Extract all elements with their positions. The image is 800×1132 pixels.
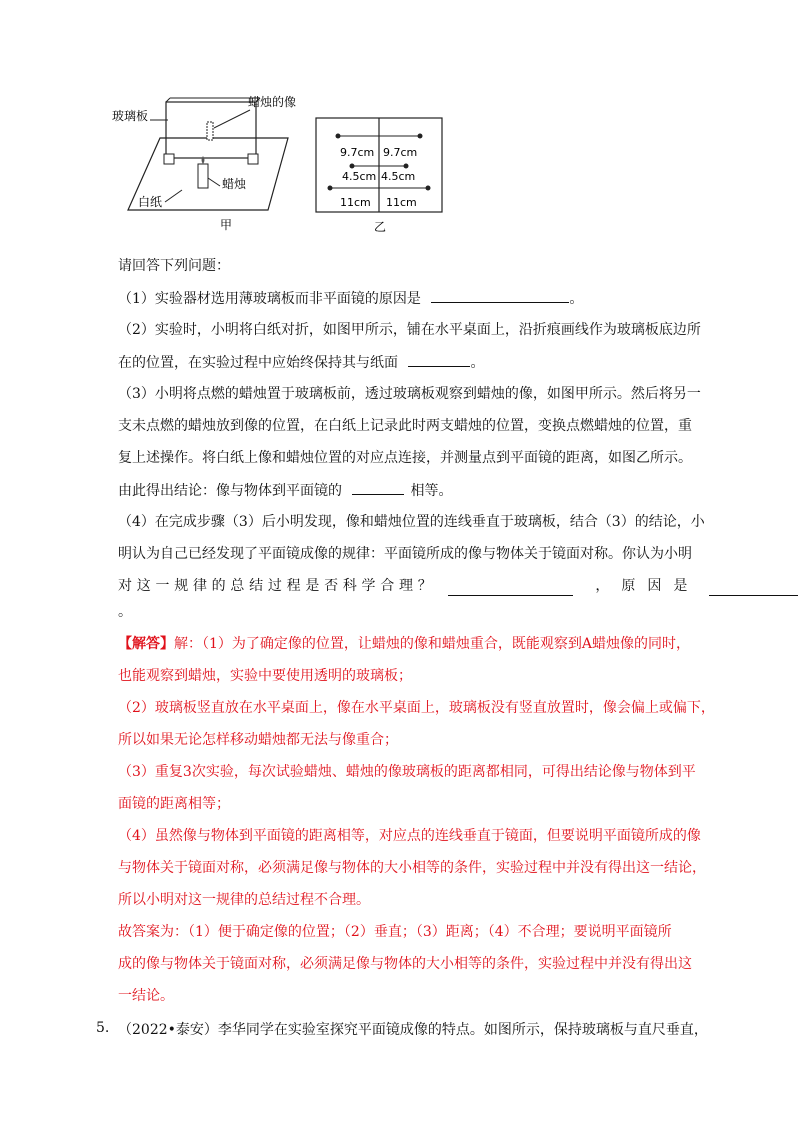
answer-blank[interactable] [709, 581, 798, 596]
q3-line4a: 由此得出结论：像与物体到平面镜的 [118, 483, 342, 499]
q4-line3-char: 这 [136, 578, 151, 594]
q4-line2: 明认为自己已经发现了平面镜成像的规律：平面镜所成的像与物体关于镜面对称。你认为小明 [118, 546, 692, 562]
answer-blank[interactable] [448, 581, 574, 596]
answer-line-1 [118, 634, 690, 654]
figure-yi-caption: 乙 [374, 220, 387, 234]
q3-line3: 复上述操作。将白纸上像和蜡烛位置的对应点连接，并测量点到平面镜的距离，如图乙所示。 [118, 450, 692, 466]
q4-line3-char: 科 [342, 578, 357, 594]
answer-a3-line1: （3）重复3次实验，每次试验蜡烛、蜡烛的像玻璃板的距离都相同，可得出结论像与物体到平 [118, 764, 696, 780]
q4-line3-char: 学 [361, 578, 376, 594]
q4-line3-char: 否 [324, 578, 339, 594]
figure-jia [110, 90, 297, 235]
answer-a4-line1: （4）虽然像与物体到平面镜的距离相等，对应点的连线垂直于镜面，但要说明平面镜所成的像 [118, 828, 701, 844]
q1-text: （1）实验器材选用薄玻璃板而非平面镜的原因是 [118, 291, 421, 307]
final-answer-line3: 一结论。 [118, 988, 174, 1004]
answer-blank[interactable] [408, 352, 470, 367]
answer-a4-line2: 与物体关于镜面对称，必须满足像与物体的大小相等的条件，实验过程中并没有得出这一结论， [118, 860, 706, 876]
q4-line3-char: ？ [417, 578, 432, 594]
dist-label: 4.5cm [342, 170, 377, 183]
figure-jia-caption: 甲 [220, 218, 233, 232]
answer-tag: 【解答】 [118, 636, 174, 652]
final-answer-line2: 成的像与物体关于镜面对称，必须满足像与物体的大小相等的条件，实验过程中并没有得出这 [118, 956, 692, 972]
answer-blank[interactable] [431, 288, 569, 303]
glass-label: 玻璃板 [112, 109, 149, 123]
q4-line3-char: 结 [249, 578, 264, 594]
q4-line3-text [118, 576, 432, 596]
q3-line1: （3）小明将点燃的蜡烛置于玻璃板前，透过玻璃板观察到蜡烛的像，如图甲所示。然后将另一 [118, 386, 701, 402]
q2-line1: （2）实验时，小明将白纸对折，如图甲所示，铺在水平桌面上，沿折痕画线作为玻璃板底边所 [118, 322, 701, 338]
q4-line3-char: 合 [380, 578, 395, 594]
candle-label: 蜡烛 [222, 177, 247, 191]
q3-line2: 支未点燃的蜡烛放到像的位置，在白纸上记录此时两支蜡烛的位置，变换点燃蜡烛的位置，重 [118, 418, 692, 434]
q2-end: 。 [470, 355, 485, 371]
q4-line3-char: 一 [155, 578, 170, 594]
figure-yi [312, 112, 447, 237]
q4-line3-mid: ，原因是 [595, 578, 700, 594]
q2-line2: 在的位置，在实验过程中应始终保持其与纸面 [118, 355, 398, 371]
question-5-number: 5. [96, 1020, 110, 1036]
q4-line3-char: 总 [230, 578, 245, 594]
q3-line4b: 相等。 [410, 483, 453, 499]
q4-end: 。 [118, 604, 132, 620]
answer-a1-line1: 解：（1）为了确定像的位置，让蜡烛的像和蜡烛重合，既能观察到A蜡烛像的同时， [174, 636, 691, 652]
q1-end: 。 [569, 291, 584, 307]
dist-label: 9.7cm [383, 146, 418, 159]
answer-blank[interactable] [352, 480, 404, 495]
q4-line3-char: 规 [174, 578, 189, 594]
dist-label: 9.7cm [340, 146, 375, 159]
paper-label: 白纸 [138, 195, 163, 209]
dist-label: 11cm [386, 196, 417, 209]
image-label: 蜡烛的像 [248, 95, 297, 109]
answer-a2-line1: （2）玻璃板竖直放在水平桌面上，像在水平桌面上，玻璃板没有竖直放置时，像会偏上或偏下， [118, 700, 715, 716]
q4-line1: （4）在完成步骤（3）后小明发现，像和蜡烛位置的连线垂直于玻璃板，结合（3）的结论，小 [118, 514, 705, 530]
candle-image [207, 122, 213, 140]
q4-line3-char: 律 [192, 578, 207, 594]
dist-label: 11cm [340, 196, 371, 209]
answer-a2-line2: 所以如果无论怎样移动蜡烛都无法与像重合； [118, 732, 398, 748]
q4-line3-char: 对 [118, 578, 132, 594]
q4-line3-char: 是 [305, 578, 320, 594]
final-answer-line1: 故答案为：（1）便于确定像的位置；（2）垂直；（3）距离；（4）不合理；要说明平面镜所 [118, 924, 672, 940]
question-2-line2 [118, 352, 484, 373]
answer-a1-line2: 也能观察到蜡烛，实验中要使用透明的玻璃板； [118, 668, 412, 684]
prompt: 请回答下列问题： [118, 258, 230, 274]
q4-line3-char: 理 [399, 578, 414, 594]
question-3-line4 [118, 480, 452, 501]
question-5-text: （2022•泰安）李华同学在实验室探究平面镜成像的特点。如图所示，保持玻璃板与直尺垂直， [118, 1022, 708, 1038]
question-4-line3 [118, 576, 798, 596]
dist-label: 4.5cm [381, 170, 416, 183]
q4-line3-char: 的 [211, 578, 226, 594]
candle [198, 164, 208, 188]
answer-a3-line2: 面镜的距离相等； [118, 796, 230, 812]
q4-line3-char: 程 [286, 578, 301, 594]
q4-line3-char: 过 [267, 578, 282, 594]
answer-a4-line3: 所以小明对这一规律的总结过程不合理。 [118, 892, 370, 908]
question-1 [118, 288, 583, 309]
